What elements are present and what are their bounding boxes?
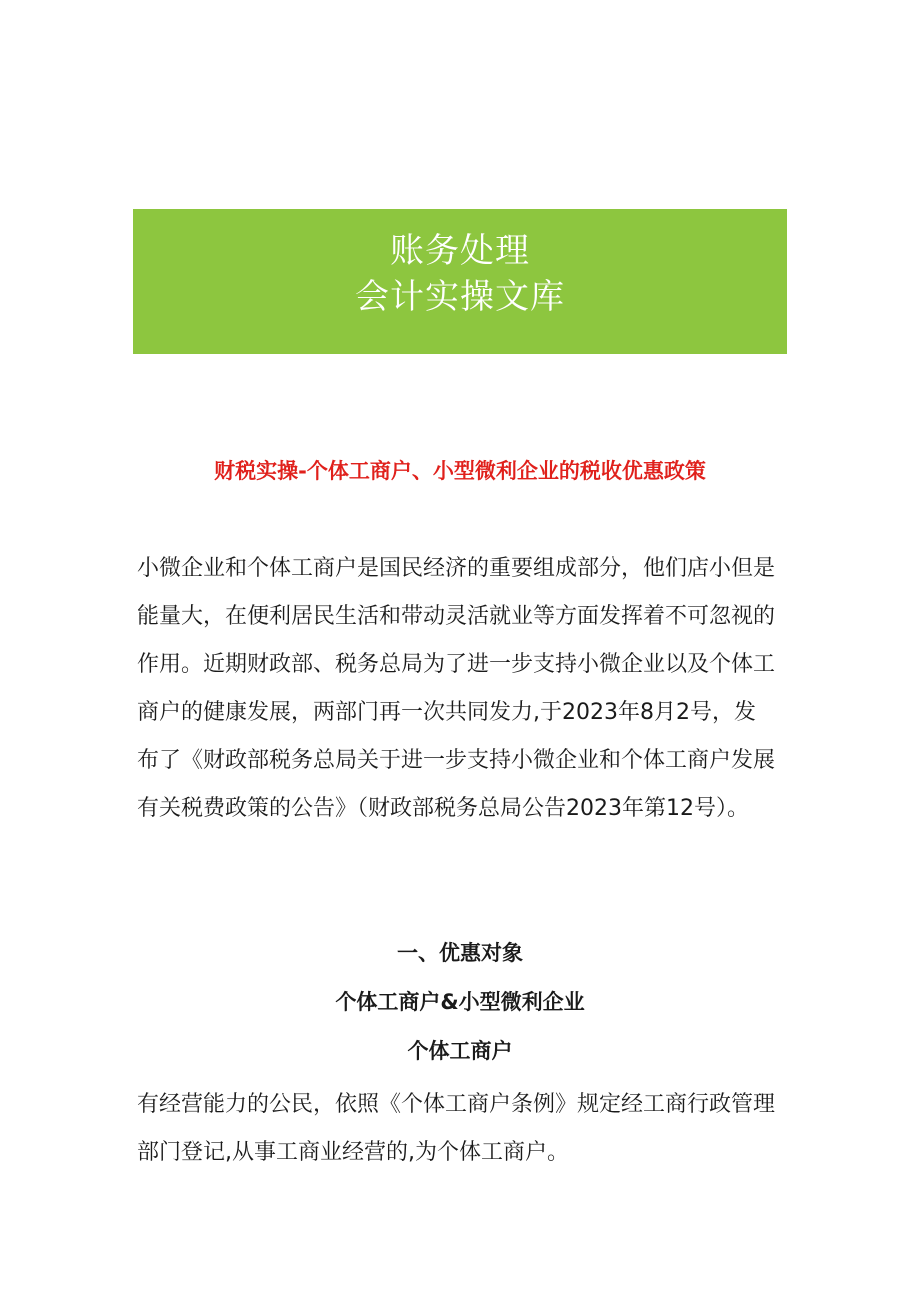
subheading: 个体工商户&小型微利企业: [335, 990, 585, 1014]
definition-paragraph: 有经营能力的公民，依照《个体工商户条例》规定经工商行政管理部门登记,从事工商业经营的,为个体工商户。: [137, 1092, 776, 1165]
section-heading: 一、优惠对象: [397, 941, 523, 965]
banner-line-2: 会计实操文库: [355, 276, 565, 317]
document-title: 财税实操-个体工商户、小型微利企业的税收优惠政策: [214, 459, 706, 483]
intro-paragraph: 小微企业和个体工商户是国民经济的重要组成部分，他们店小但是能量大，在便利居民生活和带动灵活就业等方面发挥着不可忽视的作用。近期财政部、税务总局为了进一步支持小微企业以及个体工商户的健康发展，两部门再一次共同发力,于2023年8月2号，发布了《财政部税务总局关于进一步支持小微企业和个体工商户发展有关税费政策的公告》（财政部税务总局公告2023年第12号）。: [137, 556, 776, 821]
subsubheading: 个体工商户: [407, 1039, 513, 1063]
banner-line-1: 账务处理: [390, 230, 530, 271]
header-banner: [133, 209, 787, 354]
